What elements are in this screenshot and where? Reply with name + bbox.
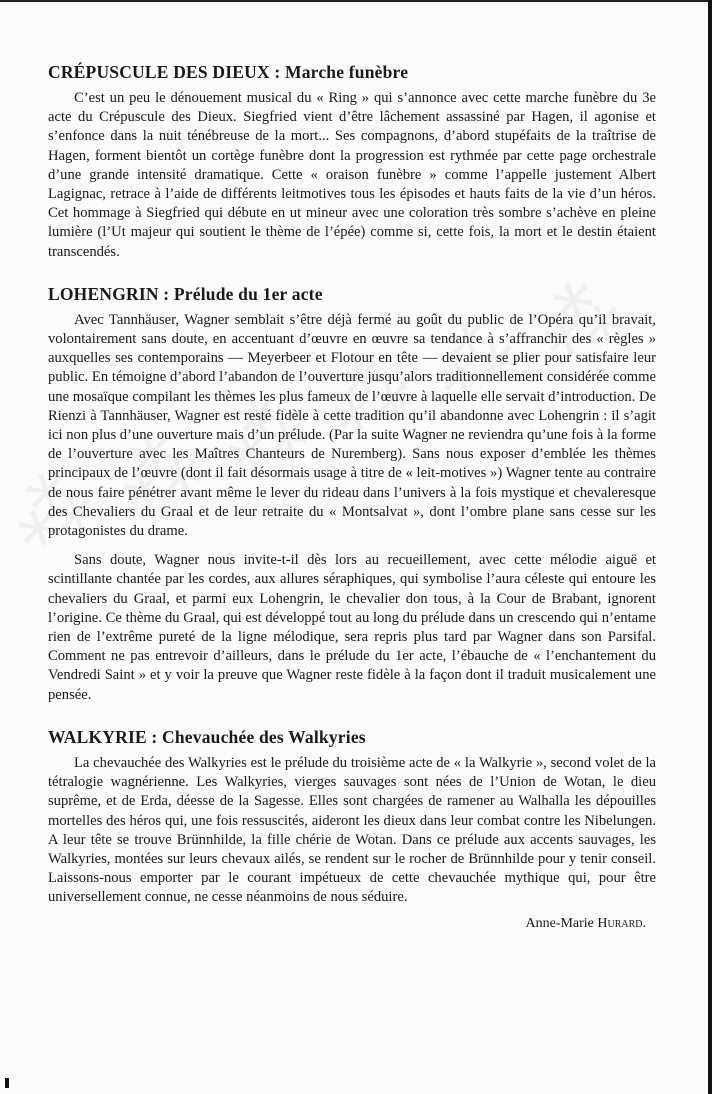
author-first-name: Anne-Marie — [525, 915, 594, 931]
section-paragraph: Avec Tannhäuser, Wagner semblait s’être déjà fermé au goût du public de l’Opéra qu’il bravait, volontairement sans doute, en accentuant d’œuvre en œuvre sa tendance à s’affranchir des « règles » auxquelles ses contemporains — Meyerbeer et Flotour en tête — devaient se plier pour satisfaire leur public. En témoigne d’abord l’abandon de l’ouverture jusqu’alors traditionnellement considérée comme une mosaïque compilant les thèmes les plus fameux de l’œuvre à laquelle elle servait d’introduction. De Rienzi à Tannhäuser, Wagner est resté fidèle à cette tradition qu’il abandonne avec Lohengrin : il s’agit ici non plus d’une ouverture mais d’un prélude. (Par la suite Wagner ne reviendra qu’une fois à la forme de l’ouverture avec les Maîtres Chanteurs de Nuremberg). Sans nous exposer d’emblée les thèmes principaux de l’œuvre (dont il fait désormais usage à titre de « leit-motives ») Wagner tente au contraire de nous faire pénétrer avant même le lever du rideau dans l’univers à la fois mystique et chevaleresque des Chevaliers du Graal et de leur retraite du « Montsalvat », dont l’ombre plane sans cesse sur les protagonistes du drame. — [48, 311, 656, 540]
section-crepuscule — [48, 62, 656, 262]
author-signature — [48, 916, 656, 932]
section-title: WALKYRIE : Chevauchée des Walkyries — [48, 726, 366, 747]
section-walkyrie — [48, 727, 656, 908]
scan-edge-right — [708, 0, 712, 1094]
section-lohengrin — [48, 284, 656, 705]
document-page — [48, 62, 656, 932]
section-title: CRÉPUSCULE DES DIEUX : Marche funèbre — [48, 62, 409, 82]
section-paragraph: C’est un peu le dénouement musical du « Ring » qui s’annonce avec cette marche funèbre du 3e acte du Crépuscule des Dieux. Siegfried vient d’être lâchement assassiné par Hagen, il agonise et s’enfonce dans la nuit ténébreuse de la mort... Ses compagnons, d’abord stupéfaits de la traîtrise de Hagen, forment bientôt un cortège funèbre dont la progression est rythmée par cette page orchestrale d’une grande intensité dramatique. Cette « oraison funèbre » comme l’appelle justement Albert Lagignac, retrace à l’aide de différents leitmotives tous les épisodes et hauts faits de la vie d’un héros. Cet hommage à Siegfried qui débute en ut mineur avec une coloration très sombre s’achève en pleine lumière (l’Ut majeur qui soutient le thème de l’épée) comme si, cette fois, la mort et le destin étaient transcendés. — [48, 90, 656, 260]
scan-edge-top — [0, 0, 712, 2]
scan-mark — [5, 1078, 9, 1088]
section-paragraph: La chevauchée des Walkyries est le prélude du troisième acte de « la Walkyrie », second volet de la tétralogie wagnérienne. Les Walkyries, vierges sauvages sont nées de l’Union de Wotan, le dieu suprême, et de Erda, déesse de la Sagesse. Elles sont chargées de ramener au Walhalla les dépouilles mortelles des héros qui, une fois ressuscités, aideront les dieux dans leur combat contre les Nibelungen. A leur tête se trouve Brünnhilde, la fille chérie de Wotan. Dans ce prélude aux accents sauvages, les Walkyries, montées sur leurs chevaux ailés, se rendent sur le rocher de Brünnhilde pour y tenir conseil. Laissons-nous emporter par le courant impétueux de cette chevauchée mythique qui, pour être universellement connue, ne cesse néanmoins de nous séduire. — [48, 754, 656, 906]
section-title: LOHENGRIN : Prélude du 1er acte — [48, 283, 323, 304]
author-last-name: Hurard. — [597, 915, 646, 931]
section-paragraph: Sans doute, Wagner nous invite-t-il dès lors au recueillement, avec cette mélodie aiguë et scintillante chantée par les cordes, aux allures séraphiques, qui symbolise l’aura céleste qui entoure les chevaliers du Graal, et parmi eux Lohengrin, le chevalier don tous, à la Cour de Brabant, ignorent l’origine. Ce thème du Graal, qui est développé tout au long du prélude dans un crescendo qui n’entame rien de l’extrême pureté de la ligne mélodique, sera repris plus tard par Wagner dans son Parsifal. Comment ne pas entrevoir d’ailleurs, dans le prélude du 1er acte, l’ébauche de « l’enchantement du Vendredi Saint » et y voir la preuve que Wagner reste fidèle à la façon dont il traduit musicalement une pensée. — [48, 552, 656, 703]
